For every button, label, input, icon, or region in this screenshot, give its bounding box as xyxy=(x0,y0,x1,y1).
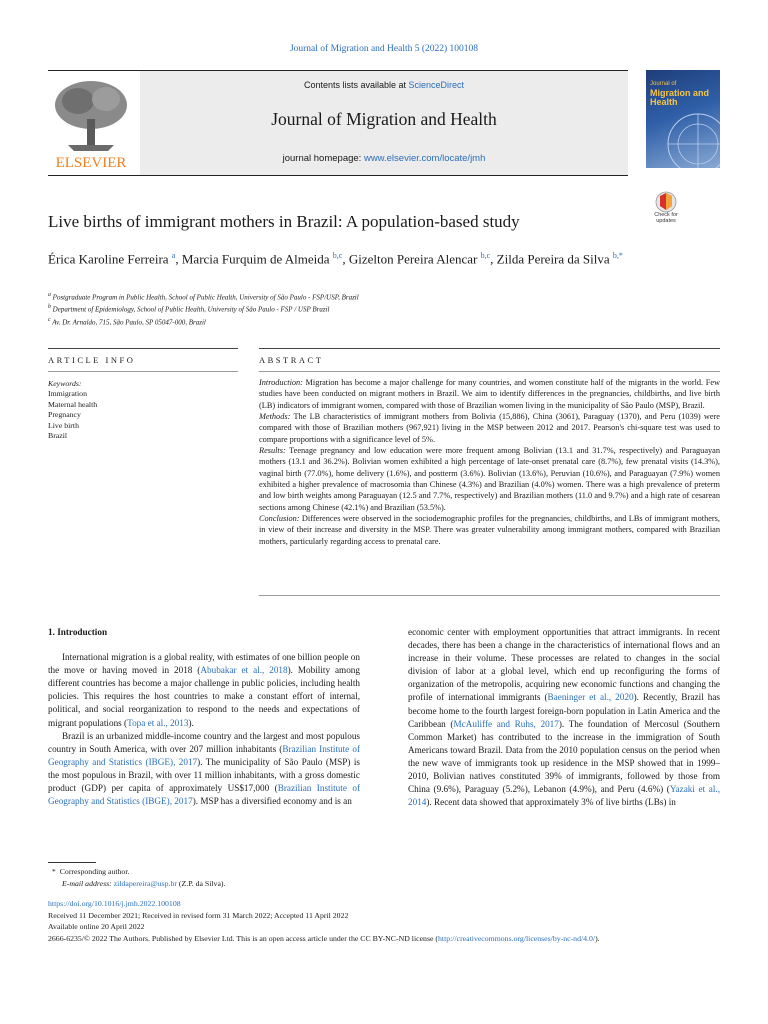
corresponding-author-note: * Corresponding author. xyxy=(51,867,130,876)
abstract-paragraph xyxy=(259,513,720,547)
contents-prefix: Contents lists available at xyxy=(303,80,409,90)
banner-center xyxy=(140,71,628,175)
author-affiliation-marker[interactable]: a xyxy=(171,251,176,260)
citation-link[interactable]: Abubakar et al., 2018 xyxy=(200,665,288,676)
body-text: ). Recently, Brazil has become home to the fourth largest foreign-born population in Latin America and the Caribbean ( xyxy=(408,692,721,729)
abstract-paragraph xyxy=(259,445,720,513)
keywords-rule xyxy=(48,371,238,372)
section-heading: 1. Introduction xyxy=(48,627,108,637)
author-name: Zilda Pereira da Silva xyxy=(496,251,610,267)
email-label: E-mail address: xyxy=(62,878,114,888)
body-text: ). The municipality of São Paulo (MSP) is the most populous in Brazil, with over 11 million inhabitants, with a gross domestic product (GDP) per capita of approximately US$17,000 ( xyxy=(48,756,360,794)
journal-reference[interactable]: Journal of Migration and Health 5 (2022) 100108 xyxy=(289,44,479,54)
citation-link[interactable]: Baeninger et al., 2020 xyxy=(547,692,634,703)
check-updates-line-1: Check for xyxy=(654,212,678,218)
cover-line-1: Journal of xyxy=(650,81,677,87)
email-suffix: (Z.P. da Silva). xyxy=(176,878,226,888)
keyword-item: Brazil xyxy=(48,431,68,441)
elsevier-tree-logo[interactable] xyxy=(48,75,134,173)
keywords-block xyxy=(48,379,238,441)
homepage-line xyxy=(140,153,628,164)
body-text: Brazil is an urbanized middle-income country and the largest and most populous country in South America, with over 207 million inhabitants ( xyxy=(48,730,360,754)
author-list: Érica Karoline Ferreira $^a$, Marcia Furquim de Almeida $^{b,c}$, Gizelton Pereira Alencar $^{b,c}$, Zilda Pereira da Silva $^{b,*}$ xyxy=(48,251,623,267)
abstract-paragraph xyxy=(259,377,720,411)
body-text: ). Recent data showed that approximately 3% of live births (LBs) in xyxy=(426,797,676,808)
journal-cover-image[interactable] xyxy=(646,70,720,168)
citation-link[interactable]: Brazilian Institute of Geography and Statistics (IBGE), 2017 xyxy=(48,743,361,767)
keyword-item: Pregnancy xyxy=(48,410,81,420)
abstract-text: Migration has become a major challenge for many countries, and women constitute half of the migrants in the world. Few studies have been conducted on migrant mothers in Brazil. We aim to identify differences in the pregnancies, childbirths, and live birth (LB) indicators of immigrant women, compared with those of Brazilian women living in the municipality of São Paulo (MSP), Brazil. xyxy=(259,378,720,410)
body-column-right xyxy=(408,626,720,809)
abstract-section-label: Conclusion: xyxy=(259,514,300,524)
abstract-heading: ABSTRACT xyxy=(259,355,324,365)
affiliation-text: Postgraduate Program in Public Health, School of Public Health, University of São Paulo - FSP/USP, Brazil xyxy=(52,293,359,302)
abstract-section-label: Methods: xyxy=(259,412,291,422)
affiliation-marker: c xyxy=(48,316,51,323)
body-text: ). xyxy=(188,717,194,728)
body-text: ). Mobility among different countries has become a major challenge in public policies, including health policies. This requires the host countries to make a constant effort of internal, political, and social reorganization to respond to the needs and expectations of migrant populations ( xyxy=(48,665,360,728)
check-for-updates-label[interactable] xyxy=(646,212,686,224)
email-link[interactable]: zildapereira@usp.br xyxy=(113,878,177,888)
cover-line-3: Health xyxy=(650,97,678,107)
abstract-text: Teenage pregnancy and low education were more frequent among Bolivian (13.1 and 31.7%, respectively) and Paraguayan mothers (13.1 and 36.2%). Bolivian women exhibited a high percentage of late-onset prenatal care (8.7%), few prenatal visits (14.3%), vaginal birth (77.0%), home delivery (1.6%), and postterm (3.6%). Bolivian (13.6%), Peruvian (10.6%), and Paraguayan (7.9%) women exhibited a higher prevalence of macrosomia than Chinese (4.3%) and Brazilian (4.0%) women. There was a high prevalence of preterm and low birth weights among Paraguayan (12.5 and 7.7%, respectively) and Brazilian mothers (11.0 and 9.7%) and a high rate of cesarean sections among Chinese (42.1%) and Brazilian (53.5%). xyxy=(259,446,720,512)
body-text: economic center with employment opportunities that attract immigrants. In recent decades, there has been a change in the characteristics of international flows and an increase in their volume. These processes are related to changes in the social division of labor at a global level, which end up reconfiguring the forms of organization of the metropolis, acquiring new economic functions and changing the profile of international immigrants ( xyxy=(408,627,720,703)
citation-link[interactable]: Brazilian Institute of Geography and Statistics (IBGE), 2017 xyxy=(48,783,360,807)
homepage-link[interactable]: www.elsevier.com/locate/jmh xyxy=(363,153,486,164)
author-affiliation-marker[interactable]: b,* xyxy=(612,251,623,260)
cover-globe-icon xyxy=(646,70,720,168)
author-name: Gizelton Pereira Alencar xyxy=(348,251,478,267)
journal-title: Journal of Migration and Health xyxy=(271,109,497,129)
author-affiliation-marker[interactable]: b,c xyxy=(332,251,343,260)
license-suffix: ). xyxy=(595,933,600,943)
body-text: ). The foundation of Mercosul (Southern Common Market) has contributed to the increase in the immigration of South Americans toward Brazil. Data from the 2010 population census on the period when the new wave of immigrants took up residence in the MSP showed that in 1999–2010, Bolivian natives constituted 39% of immigrants, followed by those from China (9.6%), Paraguay (5.2%), Lebanon (4.9%), and Peru (4.6%) ( xyxy=(408,718,720,795)
email-line xyxy=(48,878,708,890)
affiliation-marker: b xyxy=(48,304,51,311)
doi-link[interactable]: https://doi.org/10.1016/j.jmh.2022.100108 xyxy=(48,899,181,908)
footnote-rule xyxy=(48,862,96,863)
citation-link[interactable]: Yazaki et al., 2014 xyxy=(408,784,720,808)
contents-line xyxy=(140,80,628,90)
abstract-paragraph xyxy=(259,411,720,445)
body-text: ). MSP has a diversified economy and is an xyxy=(192,796,352,807)
body-paragraph xyxy=(48,651,360,730)
author-name: Érica Karoline Ferreira xyxy=(48,251,169,267)
abstract-rule xyxy=(259,348,720,349)
article-metadata xyxy=(48,898,720,944)
abstract-bottom-rule xyxy=(259,595,720,596)
body-column-left xyxy=(48,626,360,808)
abstract-top-rule xyxy=(259,371,720,372)
abstract-section-label: Introduction: xyxy=(259,378,303,387)
cover-line-2: Migration and xyxy=(650,88,709,98)
author-affiliation-marker[interactable]: b,c xyxy=(480,251,491,260)
corresponding-text: Corresponding author. xyxy=(59,867,130,876)
available-online: Available online 20 April 2022 xyxy=(48,922,145,931)
body-paragraph xyxy=(408,626,720,809)
paper-title: Live births of immigrant mothers in Brazil: A population-based study xyxy=(48,212,520,231)
article-info-rule xyxy=(48,348,238,349)
keywords-label: Keywords: xyxy=(48,379,82,388)
affiliation-item xyxy=(48,302,648,314)
abstract-text: The LB characteristics of immigrant mothers from Bolivia (15,886), China (3061), Paraguay (1370), and Peru (1039) were compared with those of Brazilian mothers (967,921) living in the MSP between 2012 and 2017. Pearson's chi-square test was used to compare proportions with a significance level of 5%. xyxy=(259,412,720,444)
citation-link[interactable]: McAuliffe and Ruhs, 2017 xyxy=(453,718,559,729)
check-updates-line-2: updates xyxy=(656,218,676,224)
citation-link[interactable]: Topa et al., 2013 xyxy=(127,717,189,728)
body-paragraph xyxy=(48,730,360,809)
elsevier-wordmark: ELSEVIER xyxy=(55,155,127,171)
keyword-item: Maternal health xyxy=(48,399,98,409)
license-text: 2666-6235/© 2022 The Authors. Published by Elsevier Ltd. This is an open access article under the CC BY-NC-ND license ( xyxy=(48,933,438,943)
affiliations xyxy=(48,290,648,327)
homepage-prefix: journal homepage: xyxy=(282,153,364,164)
abstract-text: Differences were observed in the sociodemographic profiles for the pregnancies, childbirths, and LBs of immigrant mothers, in view of their increase and diversity in the MSP. There was greater vulnerability among immigrant mothers, compared with Brazilian mothers, particularly regarding access to prenatal care. xyxy=(259,514,720,546)
author-name: Marcia Furquim de Almeida xyxy=(181,251,330,267)
abstract-body xyxy=(259,377,720,547)
license-statement xyxy=(48,933,720,945)
affiliation-item xyxy=(48,290,648,302)
keyword-item: Live birth xyxy=(48,420,79,430)
journal-banner xyxy=(48,70,628,176)
check-for-updates-icon[interactable] xyxy=(646,190,686,230)
body-text: International migration is a global reality, with estimates of one billion people on the move or having moved in 2018 ( xyxy=(48,652,360,676)
affiliation-text: Department of Epidemiology, School of Public Health, University of São Paulo - FSP / USP Brazil xyxy=(52,305,330,314)
abstract-section-label: Results: xyxy=(259,446,286,456)
received-dates: Received 11 December 2021; Received in revised form 31 March 2022; Accepted 11 April 2022 xyxy=(48,910,349,920)
affiliation-text: Av. Dr. Arnaldo, 715, São Paulo, SP 05047-000, Brazil xyxy=(52,317,206,326)
affiliation-item xyxy=(48,315,648,327)
article-info-heading: ARTICLE INFO xyxy=(48,355,136,365)
affiliation-marker: a xyxy=(48,292,51,298)
keyword-item: Immigration xyxy=(48,389,87,399)
license-link[interactable]: http://creativecommons.org/licenses/by-nc-nd/4.0/ xyxy=(438,933,596,943)
sciencedirect-link[interactable]: ScienceDirect xyxy=(408,80,465,90)
footnote xyxy=(48,866,708,889)
